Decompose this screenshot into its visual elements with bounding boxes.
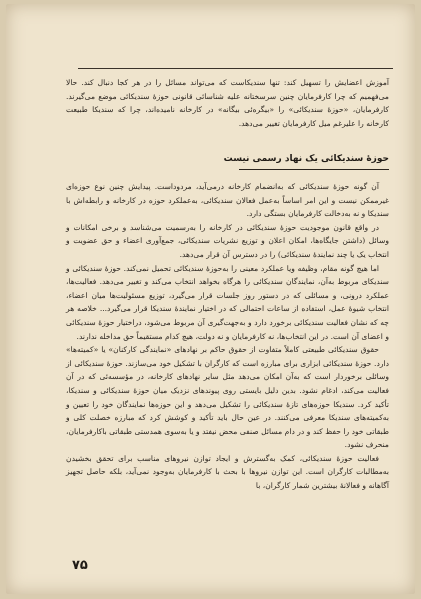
body-paragraph: اما هیچ گونه مقام، وظیفه ویا عملکرد معینی را به‌حوزهٔ سندیکائی تحمیل نمی‌کند. حوزهٔ سندیکائی و سندیکای مربوط به‌آن، نمایندگان سندیکائی را هرگاه بخواهد انتخاب می‌کند و تغییر می‌دهد. فعالیت‌ها، عملکرد درونی، و مسائلی که در دستور روز جلسات قرار می‌گیرد، توزیع مسئولیت‌ها میان اعضاء، انتخاب شیوهٔ عمل، استفاده از ساعات احتمالی که در اختیار نمایندهٔ سندیکا قرار می‌گیرد... خلاصه هر چه که نشان فعالیت سندیکائی برخورد دارد و به‌جهت‌گیری آن مربوط می‌شود، دراختیار حوزهٔ سندیکائی و اعضای آن است. در این انتخاب‌ها، نه کارفرمایان و نه دولت، هیچ کدام مستقیماً حق مداخله ندارند. — [66, 263, 389, 341]
body-paragraph: آن گونه حوزهٔ سندیکائی که به‌انضمام کارخانه درمی‌آید، مردوداست. پیدایش چنین نوع حوزه‌ای غیرممکن نیست و این امر اساساً به‌عمل فعالان سندیکائی، به‌عملکرد حوزه در کارخانه و رابطه‌اش با سندیکا و نه به‌دخالت کارفرمایان بستگی دارد. — [66, 182, 389, 219]
document-page — [6, 4, 415, 594]
body-paragraph: در واقع قانون موجودیت حوزهٔ سندیکائی در کارخانه را به‌رسمیت می‌شناسد و برخی امکانات و وسائل (داشتن جایگاه‌ها، امکان اعلان و توزیع نشریات سندیکائی، جمع‌آوری اعضاء و حق عضویت و انتخاب یک یا چند نمایندهٔ سندیکائی) را در دسترس آن قرار می‌دهد. — [66, 222, 389, 259]
section-title-underline — [239, 169, 389, 170]
page-number: ۷۵ — [72, 558, 88, 573]
body-paragraph: حقوق سندیکائی طبیعتی کاملاً متفاوت از حقوق حاکم بر نهادهای «نمایندگی کارکنان» یا «کمیته‌ها» دارد. حوزهٔ سندیکائی ابزاری برای مبارزه است که کارگران با تشکیل خود می‌سازند. حوزهٔ سندیکائی از وسائلی برخوردار است که به‌آن امکان می‌دهد مثل سایر نهادهای کارخانه، در مؤسسه‌ئی که در آن فعالیت می‌کند، ادغام نشود. بدین دلیل بایستی روی پیوندهای نزدیک میان حوزهٔ سندیکائی و سندیکا، تأکید کرد. سندیکا حوزه‌های تازهٔ سندیکائی را تشکیل می‌دهد و این حوزه‌ها نمایندگان خود را تعیین و به‌کمیته‌های سندیکا معرفی می‌کنند. در عین حال باید تأکید و کوشش کرد که مبارزه خصلت کلی و طبقاتی خود را حفظ کند و در دام مسائل صنفی محض نیفتد و یا به‌سوی همدستی طبقاتی باکارفرمایان، منحرف نشود. — [66, 345, 389, 450]
intro-paragraph: آموزش اعضایش را تسهیل کند: تنها سندیکاست که می‌تواند مسائل را در هر کجا دنبال کند. حالا می‌فهمیم که چرا کارفرمایان چنین سرسختانه علیه شناسائی قانونی حوزهٔ سندیکائی موضع می‌گیرند. کارفرمایان، «حوزهٔ سندیکائی» را «بیگره‌ئی بیگانه» در کارخانه نامیده‌اند، چرا که سندیکا طبیعت کارخانه را علیرغم میل کارفرمایان تغییر می‌دهد. — [66, 78, 389, 128]
intro-text — [66, 76, 389, 130]
body-text — [66, 180, 389, 493]
body-paragraph: فعالیت حوزهٔ سندیکائی، کمک به‌گسترش و ایجاد توازن نیروهای مناسب برای تحقق بخشیدن به‌مطالبات کارگران است. این توازن نیروها با بحث با کارفرمایان به‌وجود نمی‌آید، بلکه حاصل تجهیز آگاهانه و فعالانهٔ بیشترین شمار کارگران، با — [66, 453, 389, 491]
section-title: حوزهٔ سندیکائی یک نهاد رسمی نیست — [223, 154, 389, 164]
header-rule — [78, 68, 393, 69]
